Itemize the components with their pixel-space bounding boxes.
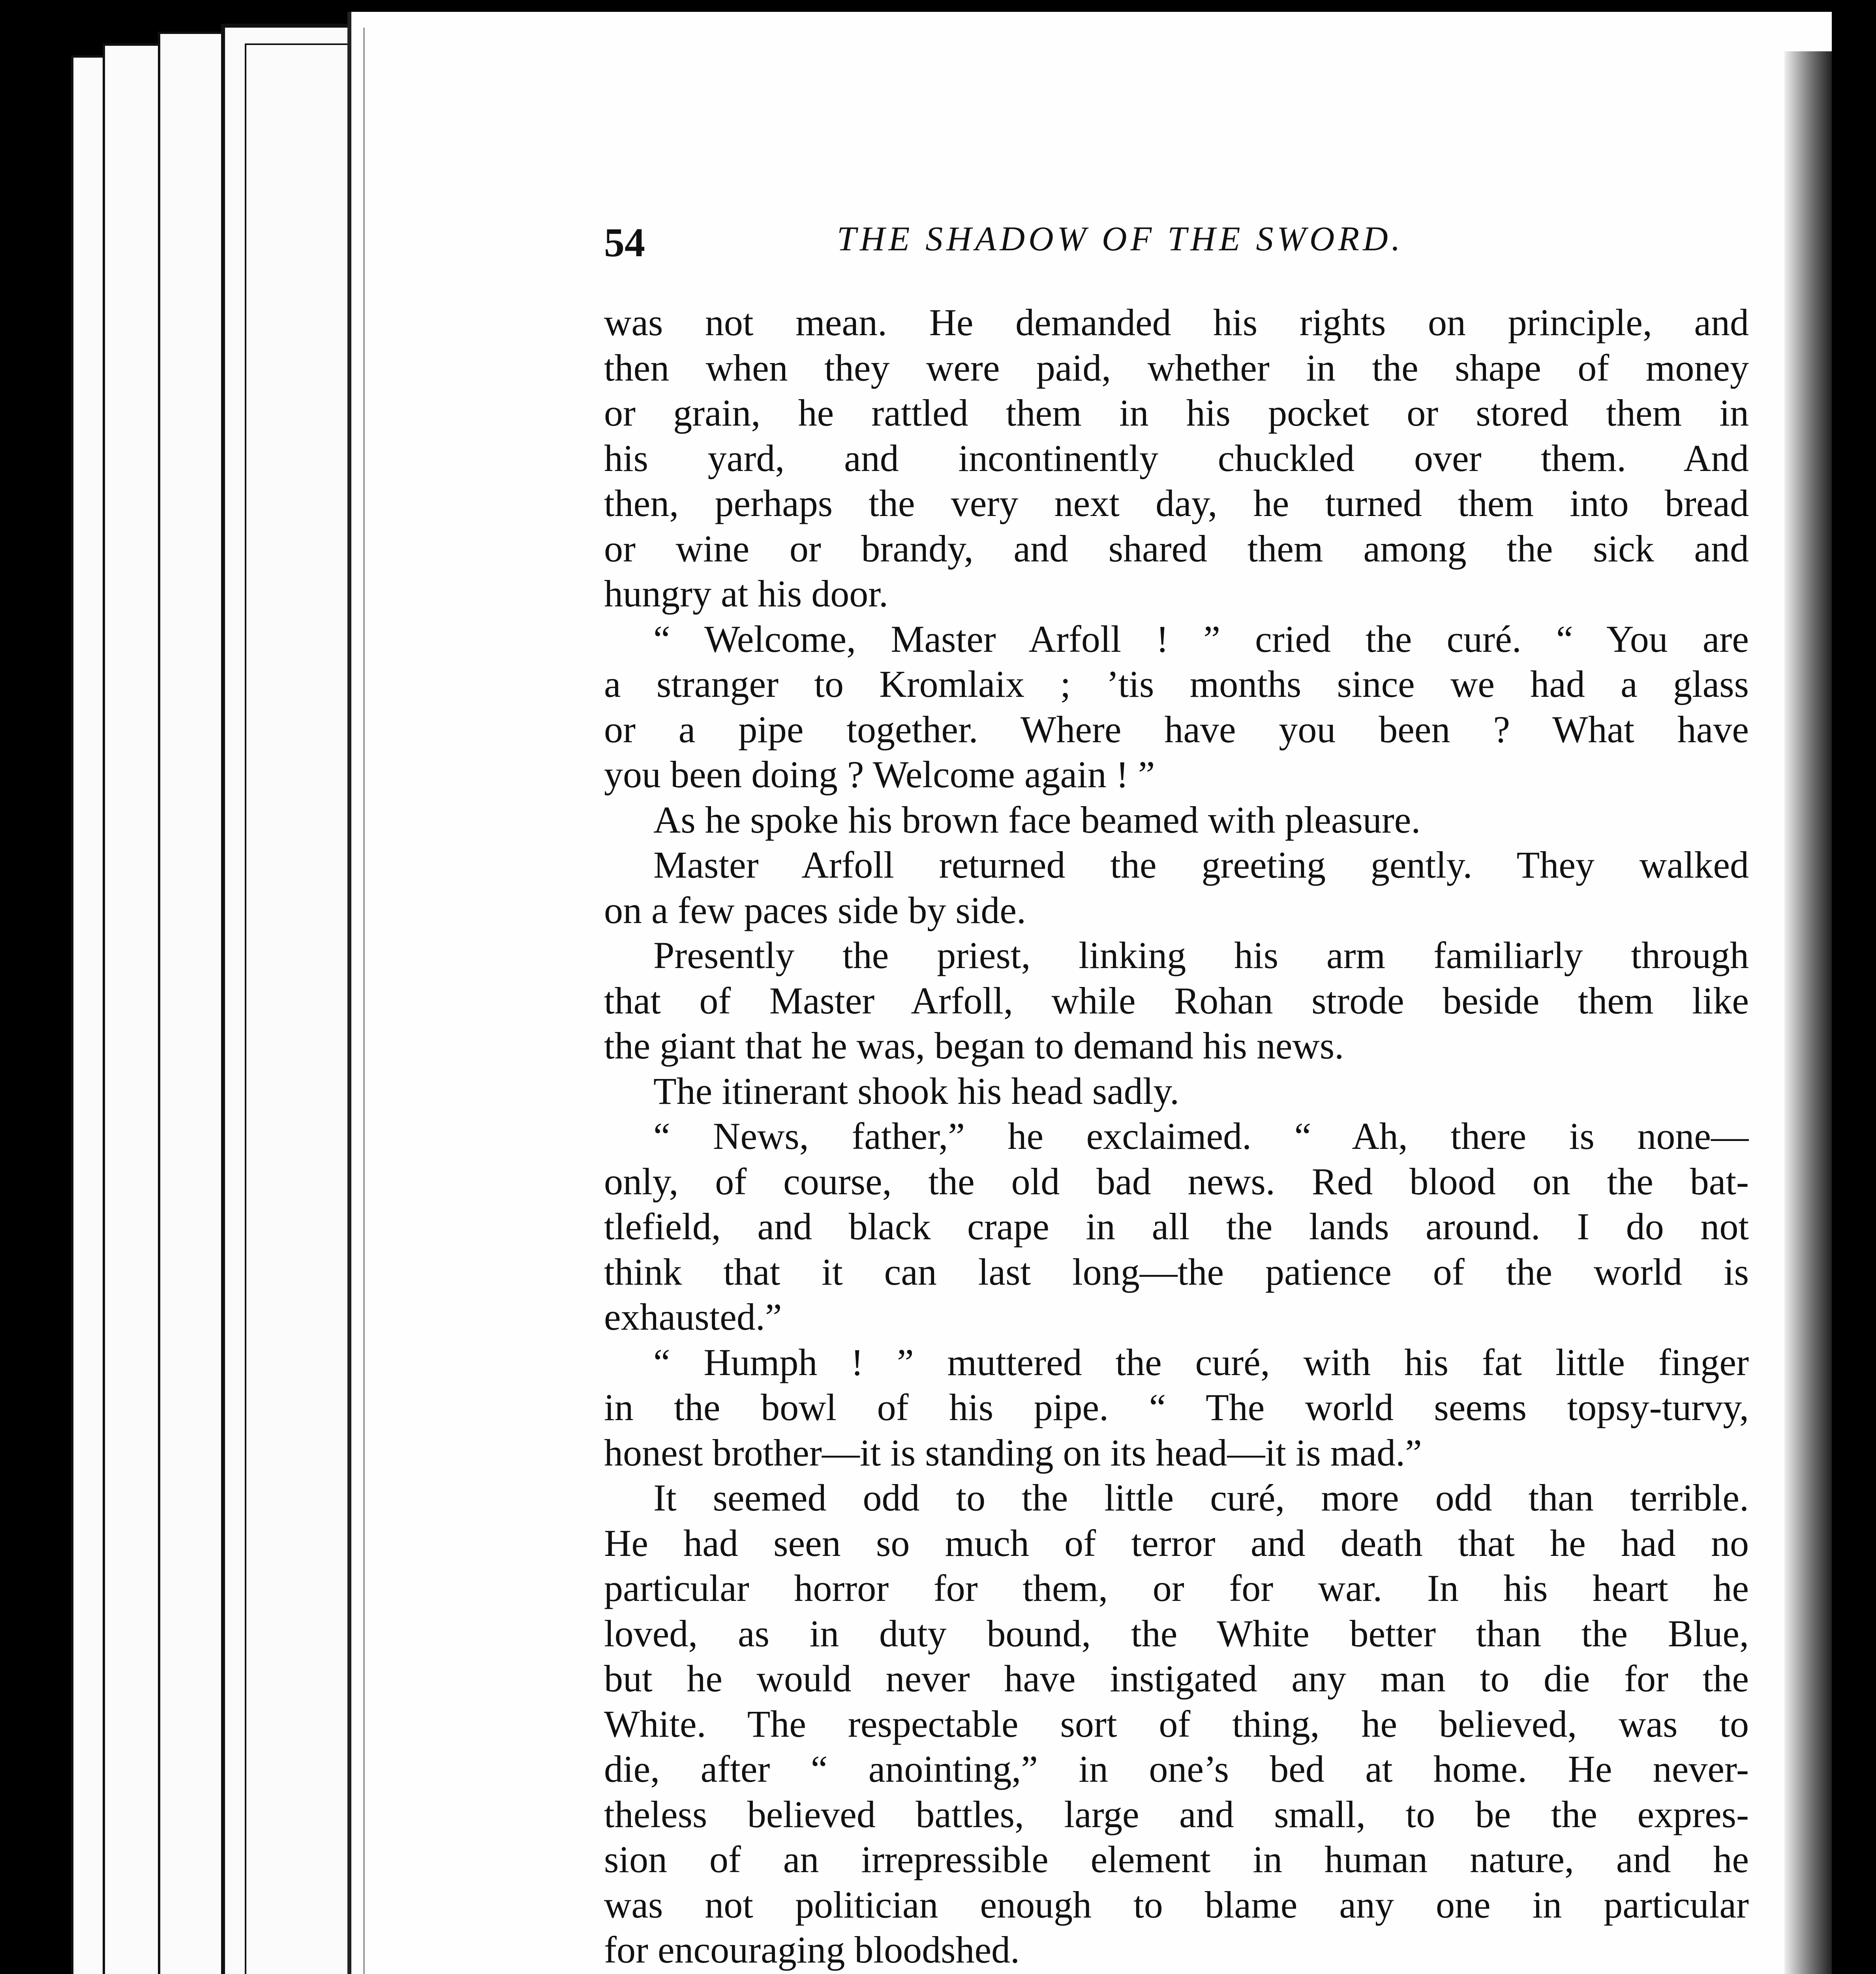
page-header bbox=[604, 219, 1749, 274]
text-line: It seemed odd to the little curé, more odd than terrible. bbox=[653, 1477, 1749, 1519]
text-line: then when they were paid, whether in the shape of money bbox=[604, 346, 1749, 389]
text-line: “ Humph ! ” muttered the curé, with his fat little finger bbox=[653, 1341, 1749, 1383]
body-text bbox=[604, 300, 1749, 1974]
text-line: tlefield, and black crape in all the lands around. I do not bbox=[604, 1205, 1749, 1248]
text-line: or a pipe together. Where have you been ? What have bbox=[604, 708, 1749, 751]
text-line: sion of an irrepressible element in human nature, and he bbox=[604, 1838, 1749, 1880]
text-line: was not mean. He demanded his rights on principle, and bbox=[604, 301, 1749, 343]
text-line: die, after “ anointing,” in one’s bed at home. He never- bbox=[604, 1748, 1749, 1790]
page-number: 54 bbox=[604, 220, 645, 265]
text-line: or wine or brandy, and shared them among the sick and bbox=[604, 527, 1749, 570]
text-line: that of Master Arfoll, while Rohan strode beside them like bbox=[604, 979, 1749, 1022]
text-line: his yard, and incontinently chuckled over them. And bbox=[604, 437, 1749, 479]
text-line: honest brother—it is standing on its head—it is mad.” bbox=[604, 1431, 1422, 1474]
text-line: theless believed battles, large and small, to be the expres- bbox=[604, 1793, 1749, 1835]
text-line: the giant that he was, began to demand his news. bbox=[604, 1025, 1344, 1067]
text-line: hungry at his door. bbox=[604, 572, 888, 615]
page-edge-shadow bbox=[1784, 51, 1832, 1974]
text-line: Master Arfoll returned the greeting gently. They walked bbox=[653, 844, 1749, 886]
text-line: think that it can last long—the patience of the world is bbox=[604, 1250, 1749, 1293]
text-line: you been doing ? Welcome again ! ” bbox=[604, 753, 1155, 796]
text-line: He had seen so much of terror and death that he had no bbox=[604, 1522, 1749, 1564]
text-line: loved, as in duty bound, the White better than the Blue, bbox=[604, 1612, 1749, 1655]
text-line bbox=[604, 1973, 1749, 1974]
text-line: on a few paces side by side. bbox=[604, 889, 1026, 931]
running-title: THE SHADOW OF THE SWORD. bbox=[837, 220, 1404, 258]
text-line: in the bowl of his pipe. “ The world seems topsy-turvy, bbox=[604, 1386, 1749, 1428]
text-line: was not politician enough to blame any one in particular bbox=[604, 1883, 1749, 1926]
text-line: “ Welcome, Master Arfoll ! ” cried the curé. “ You are bbox=[653, 617, 1749, 660]
text-line: only, of course, the old bad news. Red blood on the bat- bbox=[604, 1160, 1749, 1203]
text-line: The itinerant shook his head sadly. bbox=[653, 1070, 1180, 1112]
text-line: particular horror for them, or for war. In his heart he bbox=[604, 1567, 1749, 1609]
text-line: As he spoke his brown face beamed with pleasure. bbox=[653, 798, 1421, 841]
page-gutter-rule bbox=[363, 28, 365, 1974]
text-line: Presently the priest, linking his arm familiarly through bbox=[653, 934, 1749, 976]
text-line: then, perhaps the very next day, he turned them into bread bbox=[604, 482, 1749, 524]
text-line: “ News, father,” he exclaimed. “ Ah, there is none— bbox=[653, 1115, 1749, 1157]
text-line: a stranger to Kromlaix ; ’tis months since we had a glass bbox=[604, 663, 1749, 705]
text-line: exhausted.” bbox=[604, 1296, 782, 1338]
text-line: White. The respectable sort of thing, he believed, was to bbox=[604, 1702, 1749, 1745]
text-line: or grain, he rattled them in his pocket or stored them in bbox=[604, 392, 1749, 434]
text-line: but he would never have instigated any man to die for the bbox=[604, 1657, 1749, 1700]
text-line: for encouraging bloodshed. bbox=[604, 1929, 1020, 1971]
